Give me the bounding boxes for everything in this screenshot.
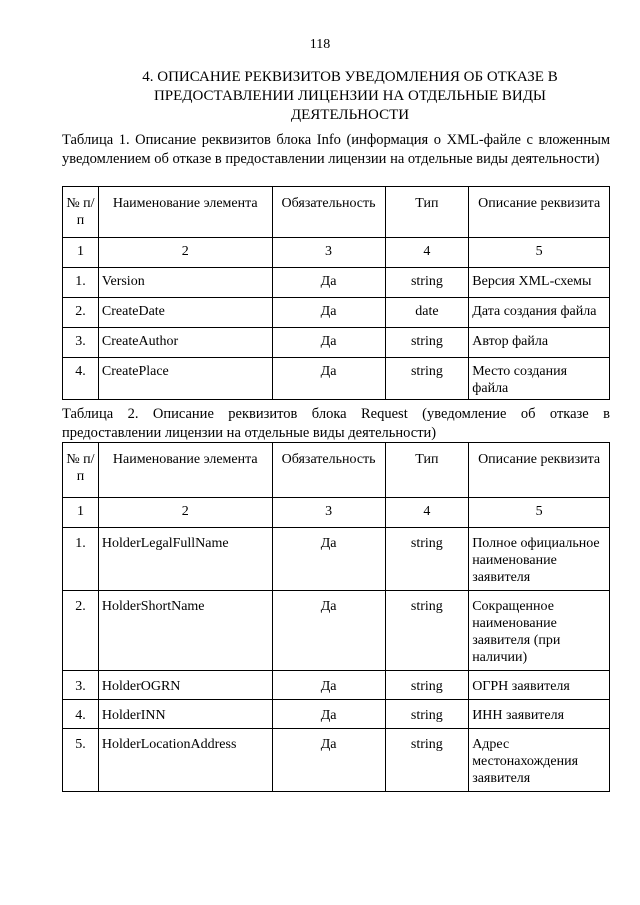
cell-name: HolderLegalFullName — [98, 528, 272, 591]
header-no: № п/п — [63, 187, 99, 238]
cell-type: string — [385, 358, 469, 400]
cell-desc: Полное официальное наименование заявителя — [469, 528, 610, 591]
cell-type: string — [385, 729, 469, 792]
cell-desc: Дата создания файла — [469, 298, 610, 328]
cell-type: string — [385, 700, 469, 729]
cell-no: 4. — [63, 358, 99, 400]
cell-required: Да — [272, 591, 385, 671]
header-type: Тип — [385, 187, 469, 238]
table-row — [63, 358, 610, 400]
cell-no: 1. — [63, 268, 99, 298]
cell-name: CreateDate — [98, 298, 272, 328]
cell-no: 4. — [63, 700, 99, 729]
cell-type: string — [385, 591, 469, 671]
cell-name: HolderShortName — [98, 591, 272, 671]
cell-type: string — [385, 671, 469, 700]
column-number: 3 — [272, 498, 385, 528]
cell-desc: Автор файла — [469, 328, 610, 358]
column-number: 5 — [469, 238, 610, 268]
cell-no: 2. — [63, 298, 99, 328]
table2-header-row — [63, 443, 610, 498]
header-desc: Описание реквизита — [469, 443, 610, 498]
column-number: 4 — [385, 238, 469, 268]
table-row — [63, 591, 610, 671]
cell-required: Да — [272, 671, 385, 700]
cell-name: HolderOGRN — [98, 671, 272, 700]
cell-desc: ОГРН заявителя — [469, 671, 610, 700]
cell-name: HolderLocationAddress — [98, 729, 272, 792]
section-heading: 4. ОПИСАНИЕ РЕКВИЗИТОВ УВЕДОМЛЕНИЯ ОБ ОТКАЗЕ В ПРЕДОСТАВЛЕНИИ ЛИЦЕНЗИИ НА ОТДЕЛЬНЫЕ ВИДЫ ДЕЯТЕЛЬНОСТИ — [142, 69, 558, 123]
page-number: 118 — [309, 37, 331, 52]
cell-required: Да — [272, 700, 385, 729]
column-number: 4 — [385, 498, 469, 528]
cell-desc: Сокращенное наименование заявителя (при наличии) — [469, 591, 610, 671]
cell-name: CreateAuthor — [98, 328, 272, 358]
column-number: 1 — [63, 238, 99, 268]
table2 — [62, 442, 610, 792]
cell-no: 2. — [63, 591, 99, 671]
column-number: 3 — [272, 238, 385, 268]
cell-required: Да — [272, 268, 385, 298]
cell-required: Да — [272, 358, 385, 400]
table1 — [62, 186, 610, 400]
column-number: 2 — [98, 238, 272, 268]
table1-caption: Таблица 1. Описание реквизитов блока Info (информация о XML-файле с вложенным уведомлением об отказе в предоставлении лицензии на отдельные виды деятельности) — [62, 132, 610, 167]
cell-type: string — [385, 328, 469, 358]
table1-header-row — [63, 187, 610, 238]
table-row — [63, 729, 610, 792]
cell-desc: Версия XML-схемы — [469, 268, 610, 298]
cell-desc: ИНН заявителя — [469, 700, 610, 729]
cell-required: Да — [272, 528, 385, 591]
column-number: 1 — [63, 498, 99, 528]
cell-name: HolderINN — [98, 700, 272, 729]
cell-required: Да — [272, 328, 385, 358]
table-row — [63, 328, 610, 358]
table1-column-numbers-row — [63, 238, 610, 268]
header-type: Тип — [385, 443, 469, 498]
header-no: № п/п — [63, 443, 99, 498]
cell-required: Да — [272, 298, 385, 328]
table-row — [63, 700, 610, 729]
column-number: 2 — [98, 498, 272, 528]
cell-name: CreatePlace — [98, 358, 272, 400]
cell-name: Version — [98, 268, 272, 298]
header-desc: Описание реквизита — [469, 187, 610, 238]
cell-desc: Адрес местонахождения заявителя — [469, 729, 610, 792]
column-number: 5 — [469, 498, 610, 528]
header-name: Наименование элемента — [98, 443, 272, 498]
header-required: Обязательность — [272, 443, 385, 498]
table-row — [63, 528, 610, 591]
table-row — [63, 671, 610, 700]
table2-caption: Таблица 2. Описание реквизитов блока Request (уведомление об отказе в предоставлении лицензии на отдельные виды деятельности) — [62, 406, 610, 441]
header-name: Наименование элемента — [98, 187, 272, 238]
cell-type: string — [385, 528, 469, 591]
header-required: Обязательность — [272, 187, 385, 238]
cell-desc: Место создания файла — [469, 358, 610, 400]
cell-no: 3. — [63, 328, 99, 358]
cell-type: string — [385, 268, 469, 298]
cell-required: Да — [272, 729, 385, 792]
cell-no: 1. — [63, 528, 99, 591]
cell-no: 3. — [63, 671, 99, 700]
table2-column-numbers-row — [63, 498, 610, 528]
cell-type: date — [385, 298, 469, 328]
table-row — [63, 298, 610, 328]
cell-no: 5. — [63, 729, 99, 792]
table-row — [63, 268, 610, 298]
